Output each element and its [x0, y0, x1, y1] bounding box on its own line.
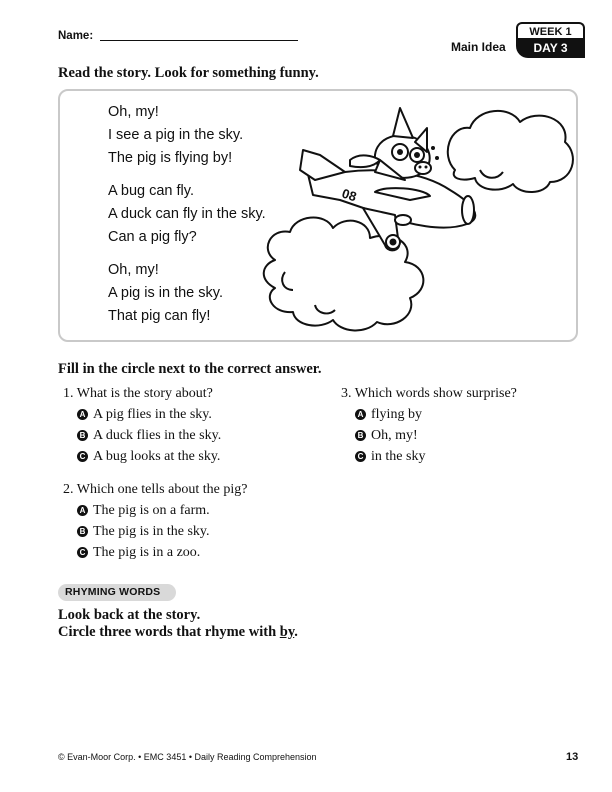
page-number: 13: [566, 751, 579, 763]
question-2-option-a[interactable]: A The pig is on a farm.: [77, 503, 210, 519]
question-1-option-a[interactable]: A A pig flies in the sky.: [77, 407, 212, 423]
story-line: Oh, my!: [108, 104, 159, 120]
story-line: I see a pig in the sky.: [108, 127, 244, 143]
name-label: Name:: [58, 30, 94, 42]
questions-instruction: Fill in the circle next to the correct answer.: [58, 361, 322, 377]
question-1-option-b[interactable]: B A duck flies in the sky.: [77, 428, 221, 444]
story-line: That pig can fly!: [108, 308, 211, 324]
day-badge: DAY 3: [516, 38, 585, 58]
question-3-prompt: 3. Which words show surprise?: [341, 386, 517, 401]
question-3-option-c[interactable]: C in the sky: [355, 449, 425, 465]
answer-bubble-c[interactable]: C: [355, 451, 366, 462]
story-line: The pig is flying by!: [108, 150, 233, 166]
question-1-prompt: 1. What is the story about?: [63, 386, 213, 401]
question-2-option-c[interactable]: C The pig is in a zoo.: [77, 545, 200, 561]
question-2-option-b[interactable]: B The pig is in the sky.: [77, 524, 210, 540]
plane-number: 08: [340, 185, 359, 205]
question-3-option-a[interactable]: A flying by: [355, 407, 422, 423]
answer-bubble-b[interactable]: B: [355, 430, 366, 441]
answer-bubble-b[interactable]: B: [77, 526, 88, 537]
rhyming-instruction-2: Circle three words that rhyme with by.: [58, 624, 298, 640]
answer-bubble-b[interactable]: B: [77, 430, 88, 441]
story-line: A duck can fly in the sky.: [108, 206, 266, 222]
answer-bubble-a[interactable]: A: [355, 409, 366, 420]
answer-bubble-a[interactable]: A: [77, 409, 88, 420]
answer-bubble-a[interactable]: A: [77, 505, 88, 516]
rhyming-instruction-1: Look back at the story.: [58, 607, 201, 623]
flying-pig-plane-icon: [245, 100, 575, 335]
question-3-option-b[interactable]: B Oh, my!: [355, 428, 418, 444]
answer-bubble-c[interactable]: C: [77, 451, 88, 462]
question-1-option-c[interactable]: C A bug looks at the sky.: [77, 449, 220, 465]
question-2-prompt: 2. Which one tells about the pig?: [63, 482, 248, 497]
story-instruction: Read the story. Look for something funny.: [58, 65, 319, 81]
week-badge: WEEK 1: [516, 22, 585, 40]
rhyming-words-label: RHYMING WORDS: [58, 584, 176, 601]
skill-title: Main Idea: [451, 40, 506, 54]
story-line: A pig is in the sky.: [108, 285, 223, 301]
story-line: A bug can fly.: [108, 183, 194, 199]
story-line: Oh, my!: [108, 262, 159, 278]
footer-credit: © Evan-Moor Corp. • EMC 3451 • Daily Reading Comprehension: [58, 752, 317, 762]
name-input-line[interactable]: [100, 40, 298, 41]
answer-bubble-c[interactable]: C: [77, 547, 88, 558]
rhyme-target-word: by: [279, 624, 295, 640]
story-line: Can a pig fly?: [108, 229, 197, 245]
